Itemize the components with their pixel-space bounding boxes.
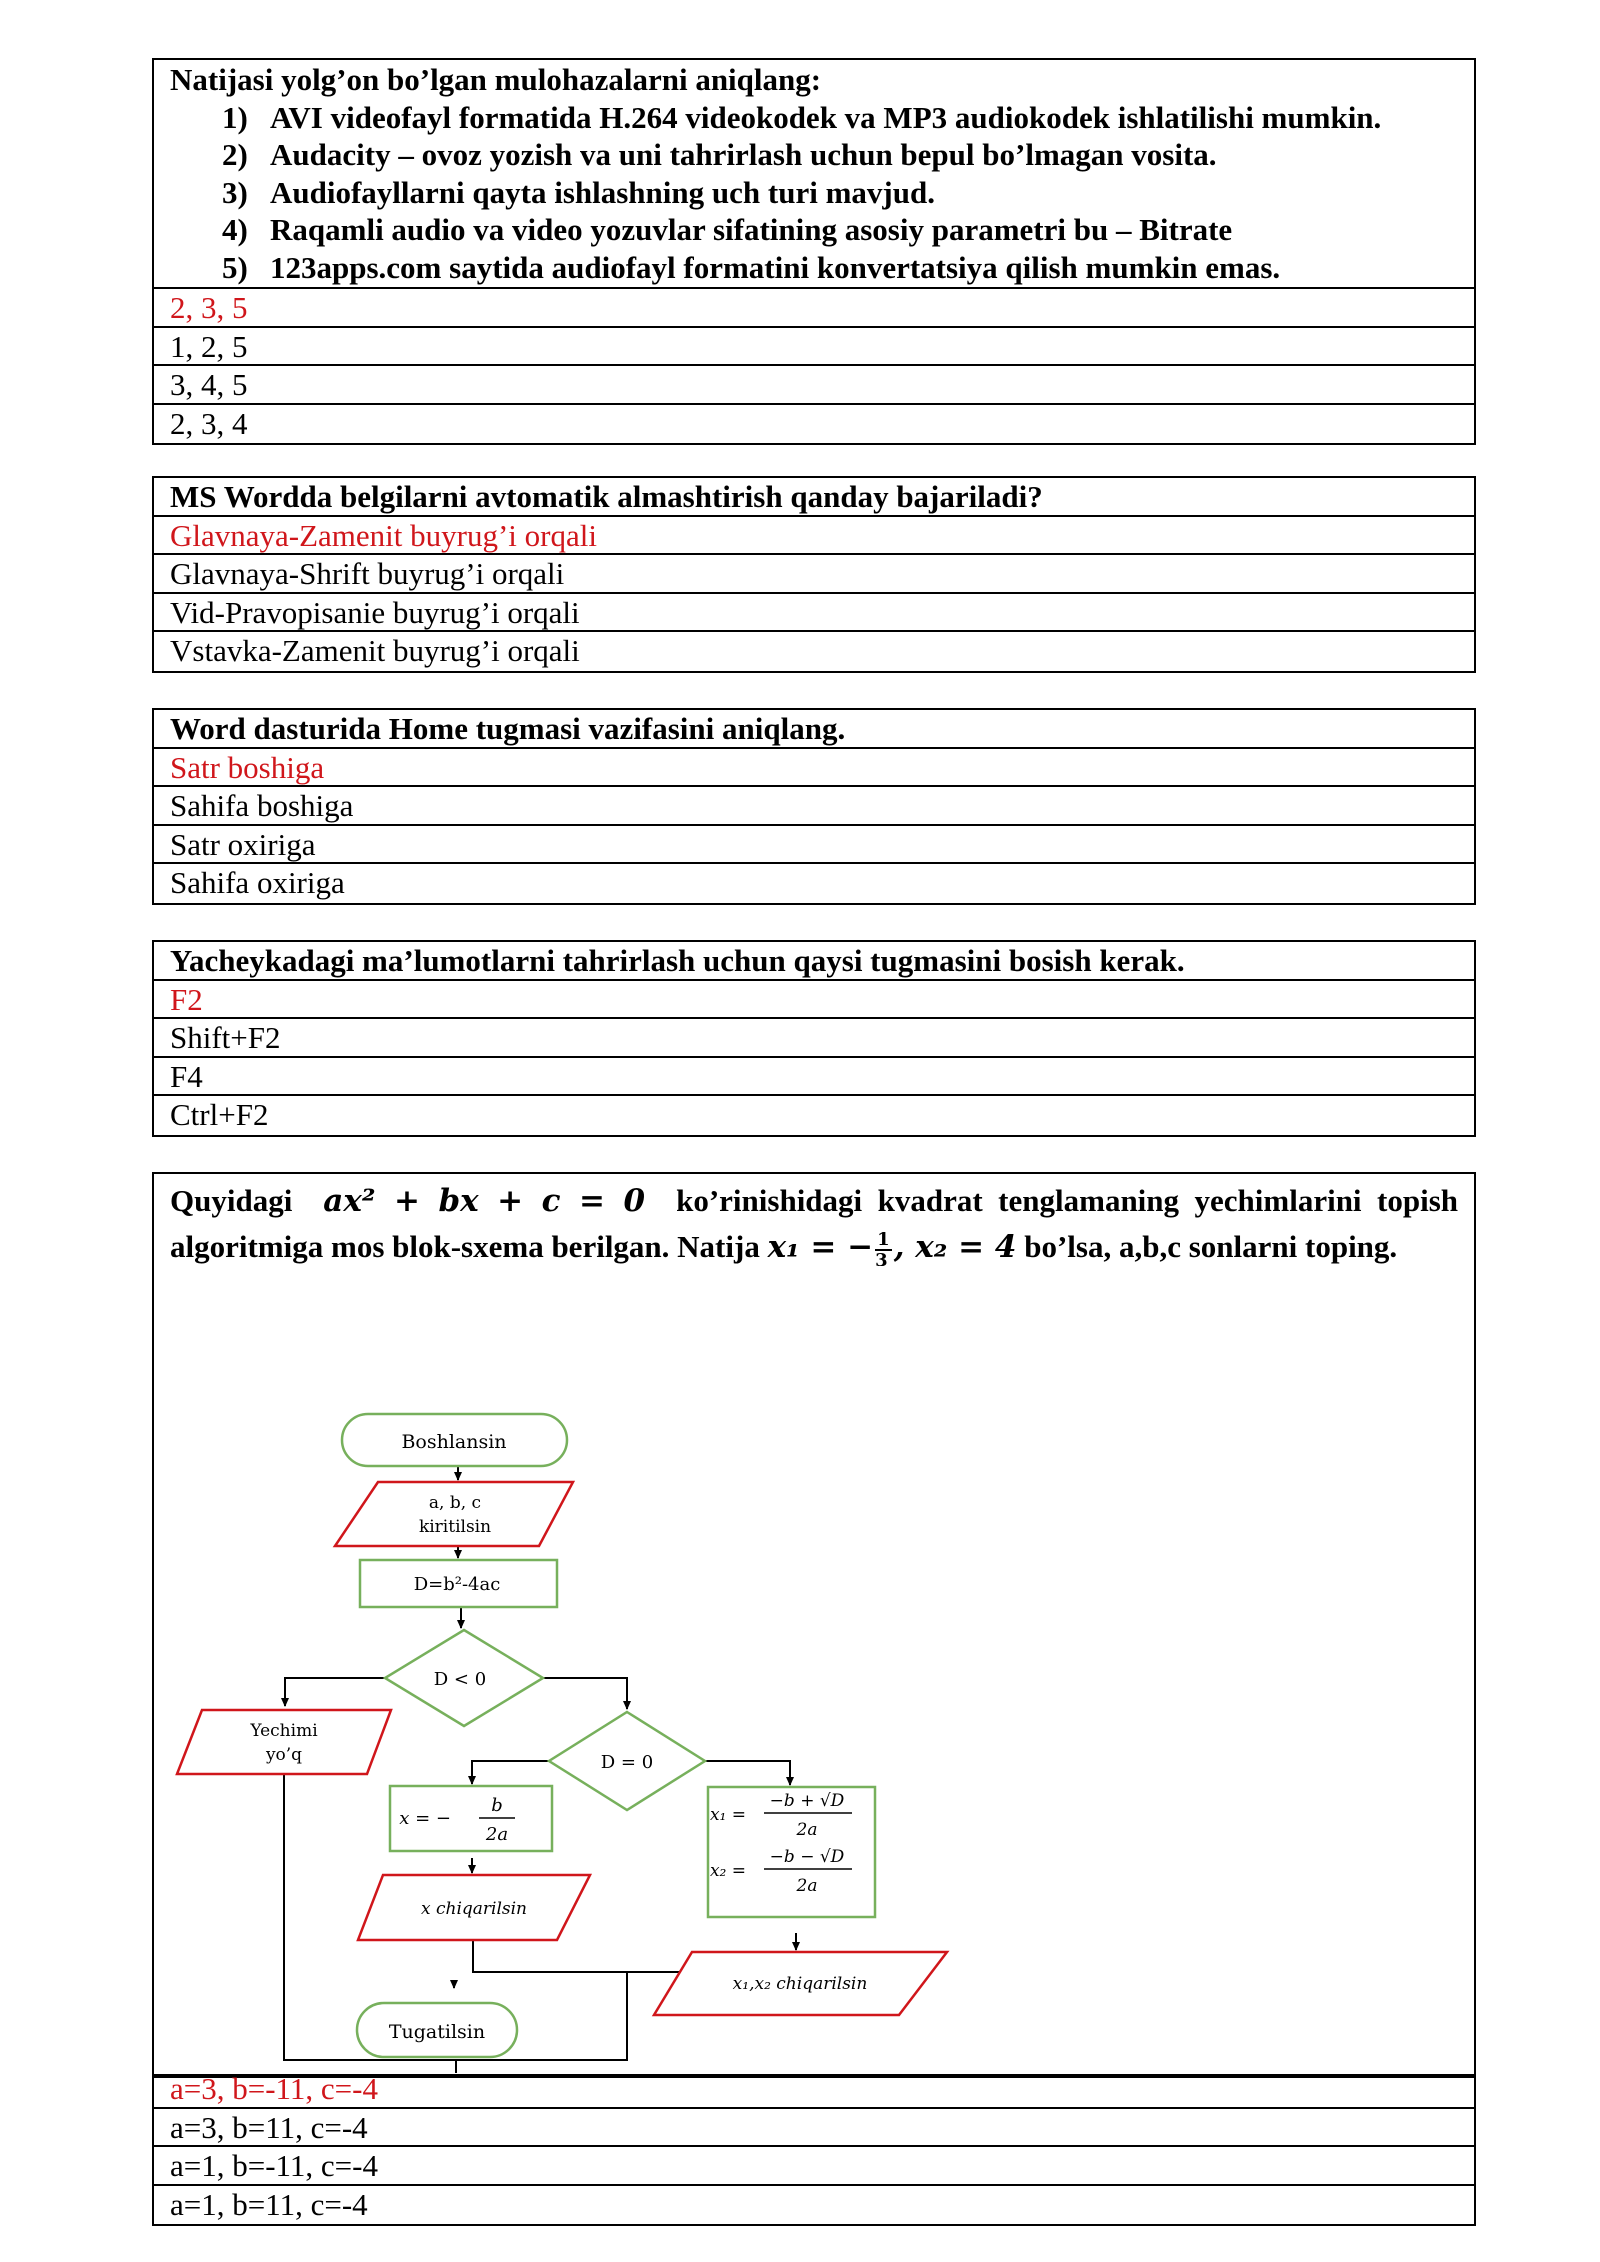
compute-discriminant-box xyxy=(360,1560,557,1607)
question-1-table xyxy=(152,58,1476,445)
compute-label: D=b²-4ac xyxy=(413,1574,501,1595)
statement-4: 4) Raqamli audio va video yozuvlar sifatining asosiy parametri bu – Bitrate xyxy=(222,212,1233,247)
single-root-denominator: 2a xyxy=(485,1824,509,1845)
statement-5: 5) 123apps.com saytida audiofayl formatini konvertatsiya qilish mumkin emas. xyxy=(222,249,1281,285)
question-1-statements xyxy=(170,99,1474,287)
question-5-table xyxy=(152,1172,1476,2078)
output-single-label: x chiqarilsin xyxy=(420,1899,528,1919)
question-4-option-correct[interactable]: F2 xyxy=(154,981,1474,1020)
quadratic-equation: ax² + bx + c = 0 xyxy=(323,1183,646,1219)
question-5-option-correct[interactable]: a=3, b=-11, c=-4 xyxy=(154,2070,1474,2109)
question-4-option[interactable]: Ctrl+F2 xyxy=(170,1097,269,1132)
question-2-option[interactable]: Vid-Pravopisanie buyrug’i orqali xyxy=(154,594,1474,633)
one-third-fraction: $\frac{1}{3}$ xyxy=(875,1228,890,1266)
question-1-option[interactable]: 2, 3, 4 xyxy=(170,405,248,441)
question-1-option[interactable]: 3, 4, 5 xyxy=(154,366,1474,405)
question-3-option[interactable]: Sahifa boshiga xyxy=(154,787,1474,826)
two-roots-box xyxy=(708,1787,875,1917)
question-3-title: Word dasturida Home tugmasi vazifasini aniqlang. xyxy=(154,710,1474,749)
flowchart xyxy=(154,1266,1474,2074)
input-label-line2: kiritilsin xyxy=(418,1517,492,1537)
question-3-option[interactable]: Satr oxiriga xyxy=(154,826,1474,865)
two-roots-x2-numerator: −b − √D xyxy=(769,1847,845,1867)
decision-d-equal-zero xyxy=(549,1712,705,1810)
decision-2-label: D = 0 xyxy=(600,1752,654,1773)
no-solution-output xyxy=(177,1710,391,1774)
end-label: Tugatilsin xyxy=(388,2021,486,2043)
question-5-option[interactable]: a=3, b=11, c=-4 xyxy=(154,2109,1474,2148)
question-5-options xyxy=(152,2070,1476,2226)
two-roots-x2-label: x₂ = xyxy=(709,1861,746,1881)
question-3-option-correct[interactable]: Satr boshiga xyxy=(154,749,1474,788)
decision-d-less-zero xyxy=(385,1630,543,1726)
question-1-option-correct[interactable]: 2, 3, 5 xyxy=(154,289,1474,328)
flowchart-area xyxy=(154,1266,1474,2076)
end-terminal-shape xyxy=(357,2003,517,2057)
x2-value-label: , x₂ = 4 xyxy=(893,1229,1017,1265)
question-2-option[interactable]: Vstavka-Zamenit buyrug’i orqali xyxy=(170,633,580,668)
question-4-table xyxy=(152,940,1476,1137)
single-root-lhs: x = − xyxy=(399,1808,451,1829)
single-root-numerator: b xyxy=(491,1795,503,1816)
question-4-title: Yacheykadagi ma’lumotlarni tahrirlash uchun qaysi tugmasini bosish kerak. xyxy=(154,942,1474,981)
question-2-option-correct[interactable]: Glavnaya-Zamenit buyrug’i orqali xyxy=(154,517,1474,556)
question-4-option[interactable]: F4 xyxy=(154,1058,1474,1097)
two-roots-x1-label: x₁ = xyxy=(709,1805,746,1825)
no-solution-line2: yo’q xyxy=(265,1745,303,1765)
question-1-header xyxy=(154,60,1474,289)
start-label: Boshlansin xyxy=(401,1431,507,1453)
question-1-option[interactable]: 1, 2, 5 xyxy=(154,328,1474,367)
input-parallelogram xyxy=(335,1482,573,1546)
end-terminal-overlay xyxy=(152,1990,752,2070)
output-two-label: x₁,x₂ chiqarilsin xyxy=(732,1974,868,1994)
question-4-option[interactable]: Shift+F2 xyxy=(154,1019,1474,1058)
statement-3: 3) Audiofayllarni qayta ishlashning uch turi mavjud. xyxy=(222,174,935,210)
no-solution-line1: Yechimi xyxy=(250,1721,318,1741)
two-roots-x1-numerator: −b + √D xyxy=(769,1791,845,1811)
question-5-title: Quyidagi ax² + bx + c = 0 ko’rinishidagi kvadrat tenglamaning yechimlarini topish algoritmiga mos blok-sxema berilgan. Natija x₁ = − $\frac{1}{3}$ , x₂ = 4 bo’lsa, a,b,c sonlarni toping. xyxy=(154,1174,1474,1266)
statement-2: 2) Audacity – ovoz yozish va uni tahrirlash uchun bepul bo’lmagan vosita. xyxy=(222,137,1217,172)
start-terminal xyxy=(342,1414,567,1466)
question-1-title: Natijasi yolg’on bo’lgan mulohazalarni aniqlang: xyxy=(170,62,822,97)
decision-1-label: D < 0 xyxy=(433,1669,487,1690)
question-5-option[interactable]: a=1, b=11, c=-4 xyxy=(170,2186,368,2222)
input-label-line1: a, b, c xyxy=(428,1493,482,1513)
question-5-option[interactable]: a=1, b=-11, c=-4 xyxy=(154,2147,1474,2186)
statement-1: 1) AVI videofayl formatida H.264 videokodek va MP3 audiokodek ishlatilishi mumkin. xyxy=(222,99,1382,135)
question-3-table xyxy=(152,708,1476,905)
question-2-title: MS Wordda belgilarni avtomatik almashtirish qanday bajariladi? xyxy=(154,478,1474,517)
two-roots-x1-denominator: 2a xyxy=(796,1820,818,1840)
question-3-option[interactable]: Sahifa oxiriga xyxy=(170,865,345,900)
two-roots-x2-denominator: 2a xyxy=(796,1876,818,1896)
question-2-table xyxy=(152,476,1476,673)
single-root-box xyxy=(390,1786,552,1851)
x1-value-label: x₁ = − xyxy=(767,1229,874,1265)
output-single-root xyxy=(358,1875,590,1940)
question-2-option[interactable]: Glavnaya-Shrift buyrug’i orqali xyxy=(154,555,1474,594)
